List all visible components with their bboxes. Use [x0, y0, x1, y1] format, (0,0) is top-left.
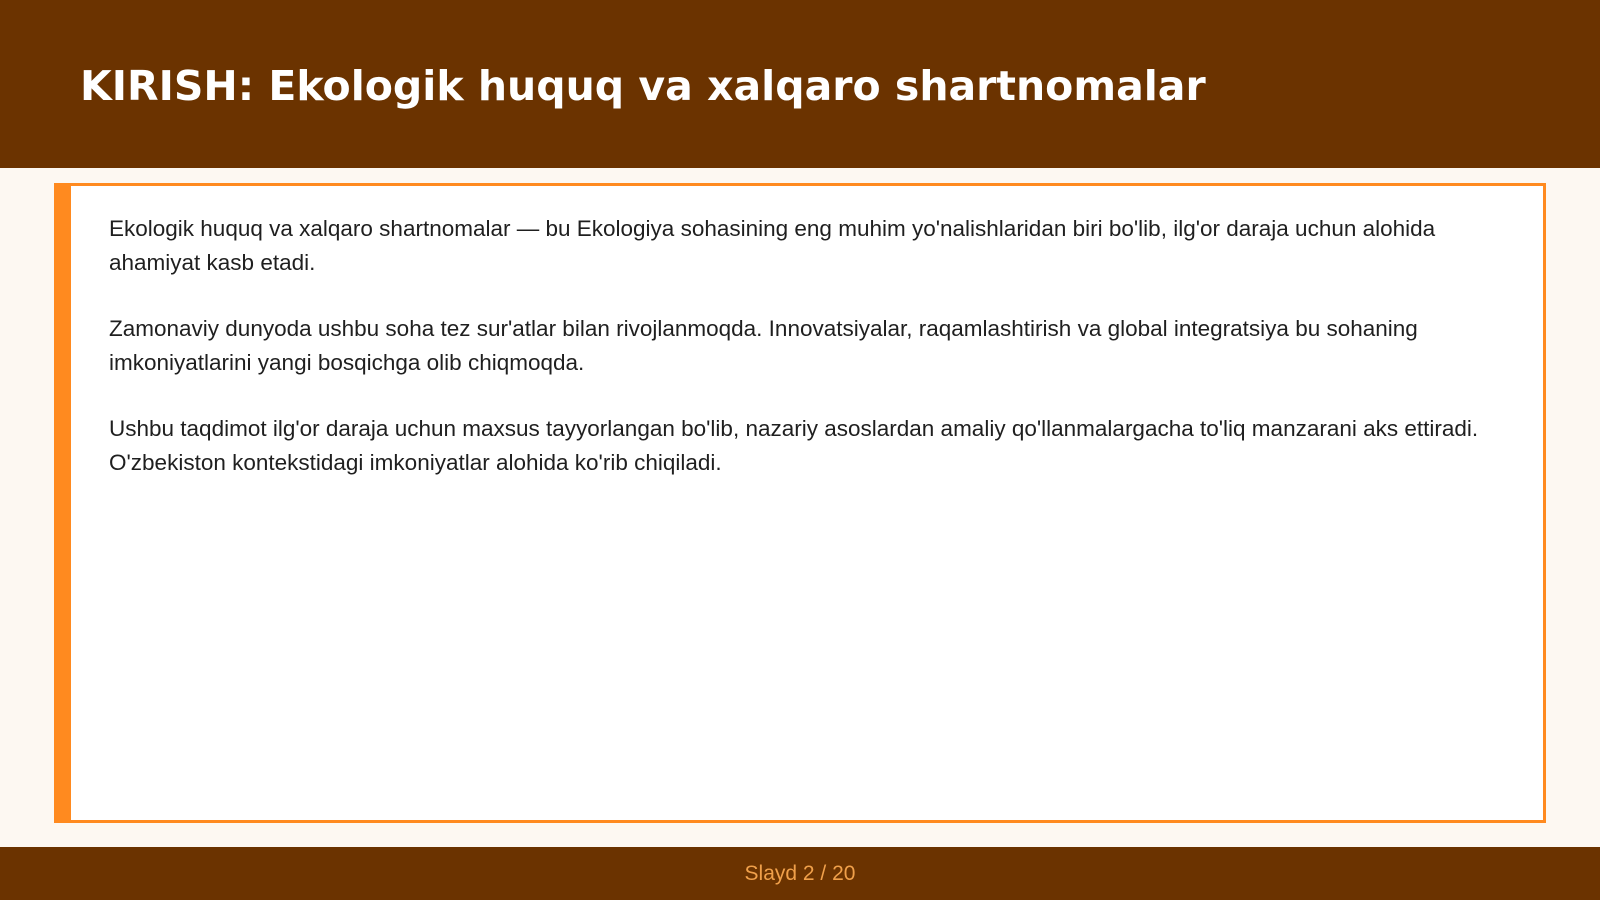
slide-counter: Slayd 2 / 20	[744, 862, 856, 885]
slide-footer	[0, 847, 1600, 900]
slide-header	[0, 0, 1600, 168]
presentation-scope-paragraph: Ushbu taqdimot ilg'or daraja uchun maxsus tayyorlangan bo'lib, nazariy asoslardan amaliy qo'llanmalargacha to'liq manzarani aks ettiradi. O'zbekiston kontekstidagi imkoniyatlar alohida ko'rib chiqiladi.	[109, 416, 1479, 475]
modern-world-paragraph: Zamonaviy dunyoda ushbu soha tez sur'atlar bilan rivojlanmoqda. Innovatsiyalar, raqamlashtirish va global integratsiya bu sohaning imkoniyatlarini yangi bosqichga olib chiqmoqda.	[109, 316, 1418, 375]
slide-title: KIRISH: Ekologik huquq va xalqaro shartnomalar	[80, 62, 1206, 110]
intro-paragraph: Ekologik huquq va xalqaro shartnomalar — bu Ekologiya sohasining eng muhim yo'nalishlaridan biri bo'lib, ilg'or daraja uchun alohida ahamiyat kasb etadi.	[109, 216, 1436, 275]
content-body	[109, 212, 1489, 512]
content-card	[54, 183, 1546, 823]
